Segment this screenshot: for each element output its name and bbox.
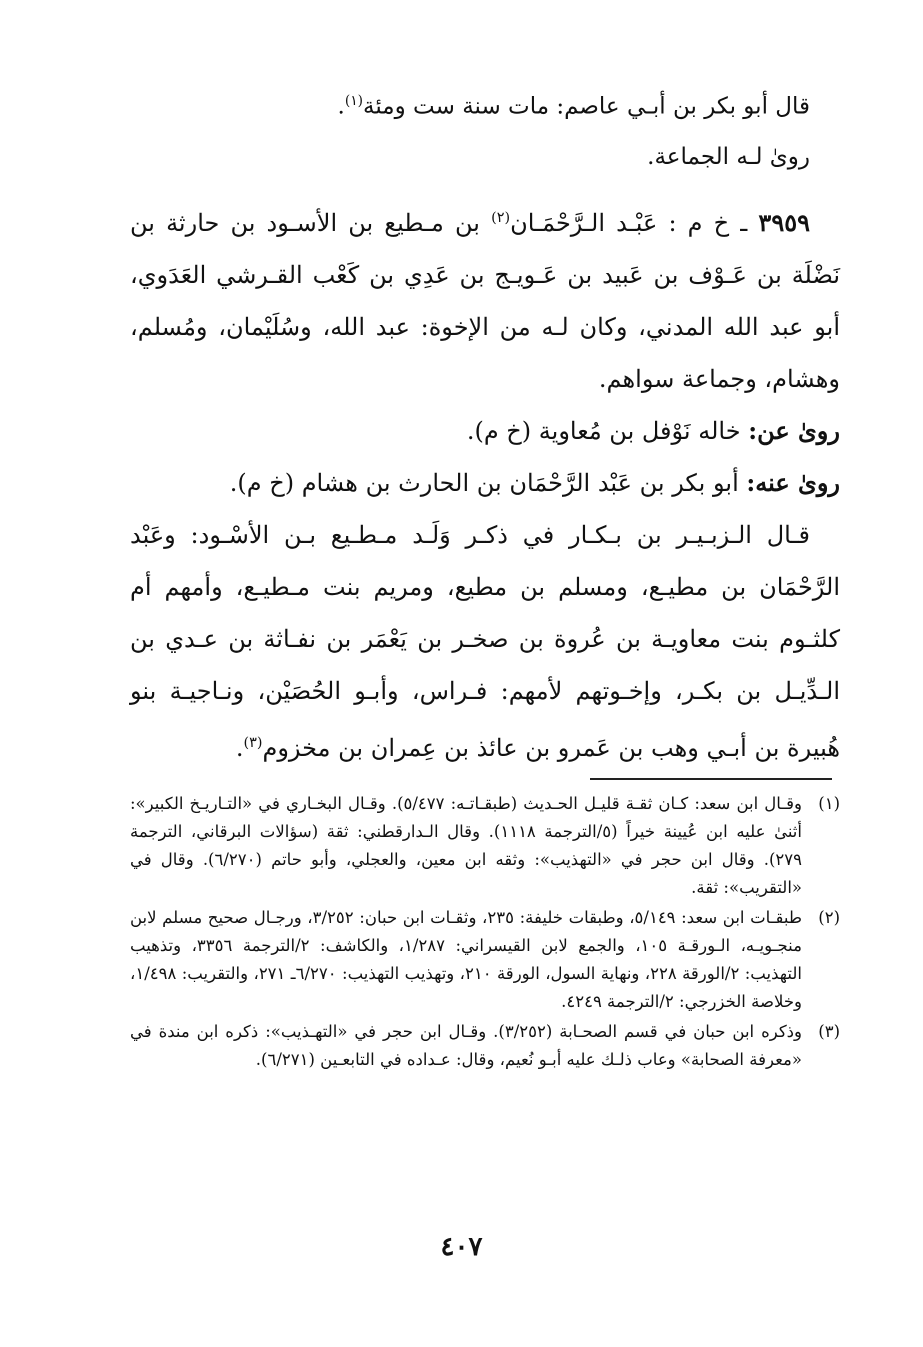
entry-heading [130,192,840,405]
footnote-text: طبقـات ابن سعد: ٥/١٤٩، وطبقات خليفة: ٢٣٥، وثقـات ابن حبان: ٣/٢٥٢، ورجـال صحيح مسلم لابن منجـويـه، الـورقـة ١٠٥، والجمع لابن القيسراني: ١/٢٨٧، والكاشف: ٢/الترجمة ٣٣٥٦، وتذهيب التهذيب: ٢/الورقة ٢٢٨، ونهاية السول، الورقة ٢١٠، وتهذيب التهذيب: ٦/٢٧٠ـ ٢٧١، والتقريب: ١/٤٩٨، وخلاصة الخزرجي: ٢/الترجمة ٤٢٤٩. [130,908,802,1011]
entry-number: ٣٩٥٩ [758,207,810,237]
footnote-2 [130,904,840,1016]
page-number: ٤٠٧ [440,1232,483,1262]
footnote-text: وذكره ابن حبان في قسم الصحـابة (٣/٢٥٢). وقـال ابن حجر في «التهـذيب»: ذكره ابن مندة في «معرفة الصحابة» وعاب ذلـك عليه أبـو نُعيم، وقال: عـداده في التابعـين (٦/٢٧١). [130,1022,802,1069]
entry-codes: ـ خ م : [668,208,748,237]
footnote-ref-3: (٣) [243,734,263,751]
footnote-number: (٢) [818,908,840,927]
zubayr-quote: قـال الـزبـيـر بن بـكـار في ذكـر وَلَـد مـطـيع بـن الأسْـود: وعَبْد الرَّحْمَان بن مطيـع، ومسلم بن مطيع، ومريم بنت مـطيـع، وأمهم أم كلثـوم بنت معاويـة بن عُروة بن صخـر بن يَعْمَر بن نفـاثة بن عـدي بن الـدِّيـل بن بكـر، وإخـوتهم لأمهم: فـراس، وأبـو الحُصَيْن، ونـاجيـة بنو هُبيرة بن أبـي وهب بن عَمرو بن عائذ بن عِمران بن مخزوم$^{(٣)}$. [130,520,840,762]
footnote-number: (٣) [818,1022,840,1041]
footnote-text: وقـال ابن سعد: كـان ثقـة قليـل الحـديث (طبقـاتـه: ٥/٤٧٧). وقـال البخـاري في «التـاريـخ الكبير»: أثنىٰ عليه ابن عُيينة خيراً (٥/الترجمة ١١١٨). وقال الـدارقطني: ثقة (سؤالات البرقاني، الترجمة ٢٧٩). وقال ابن حجر في «التهذيب»: وثقه ابن معين، والعجلي، وأبو حاتم (٦/٢٧٠). وقال في «التقريب»: ثقة. [130,794,802,897]
footnote-number: (١) [818,794,840,813]
footnotes [130,790,840,1076]
narrated-by: روىٰ عنه: أبو بكر بن عَبْد الرَّحْمَان بن الحارث بن هشام (خ م). [229,467,840,497]
narrated-from: روىٰ عن: خاله نَوْفل بن مُعاوية (خ م). [466,415,840,445]
entry-lineage: بن مـطيع بن الأسـود بن حارثة بن نَضْلَة بن عَـوْف بن عَبيد بن عَـويـج بن عَدِي بن كَعْب القـرشي العَدَوي، أبو عبد الله المدني، وكان لـه من الإخوة: عبد الله، وسُلَيْمان، ومُسلم، وهشام، وجماعة سواهم. [130,208,841,393]
main-text [130,76,840,774]
intro-death-line: قال أبو بكر بن أبـي عاصم: مات سنة ست ومئة$^{(١)}$. [337,93,810,120]
intro-narrators-line: روىٰ لـه الجماعة. [647,143,810,170]
footnote-3 [130,1018,840,1074]
footnote-ref-1: (١) [344,93,364,109]
footnote-divider [590,778,832,780]
biography-entry [130,192,840,774]
footnote-1 [130,790,840,902]
footnote-ref-2: (٢) [491,209,511,226]
entry-name: عَبْـد الـرَّحْمَـان [510,208,658,237]
